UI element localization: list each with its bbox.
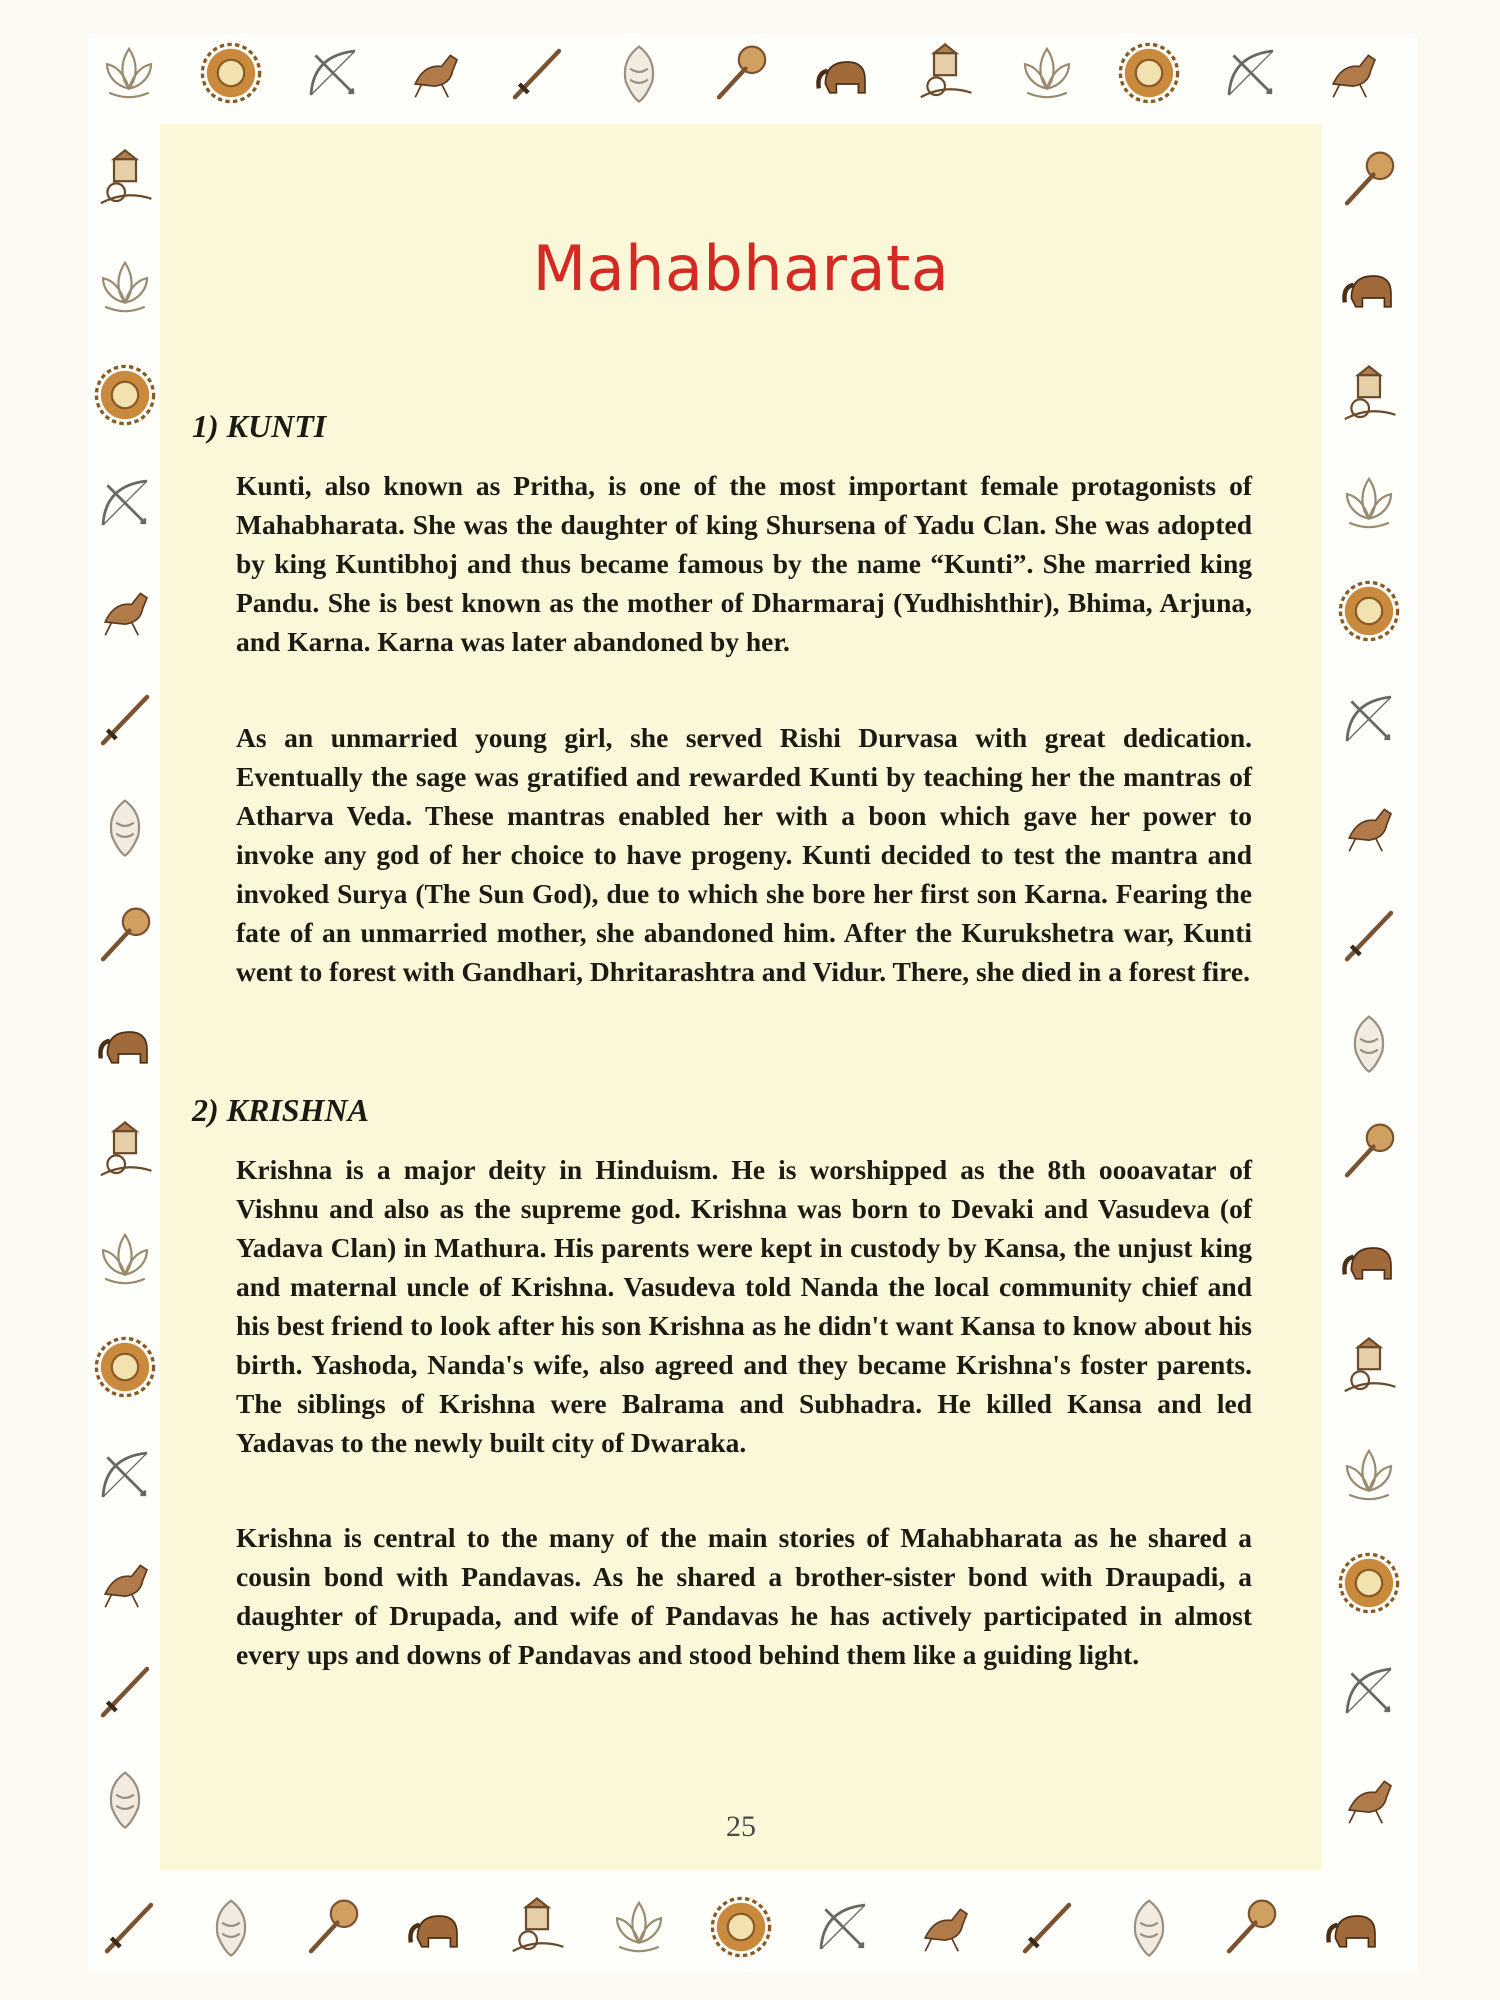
bow-arrow-icon — [92, 1442, 158, 1508]
mace-icon — [1218, 1894, 1284, 1960]
sun-icon — [92, 1334, 158, 1400]
page-number: 25 — [726, 1810, 756, 1843]
sun-icon — [198, 40, 264, 106]
horse-icon — [1320, 40, 1386, 106]
chariot-icon — [92, 146, 158, 212]
sword-icon — [92, 686, 158, 752]
horse-icon — [1336, 794, 1402, 860]
conch-icon — [92, 1766, 158, 1832]
section-heading-krishna: 2) KRISHNA — [192, 1092, 369, 1128]
chariot-icon — [504, 1894, 570, 1960]
sword-icon — [96, 1894, 162, 1960]
horse-icon — [402, 40, 468, 106]
elephant-icon — [1320, 1894, 1386, 1960]
kunti-paragraph-2: As an unmarried young girl, she served Rishi Durvasa with great dedication. Eventually the sage was gratified and rewarded Kunti by teaching her the mantras of Atharva Veda. These mantras enabled her with a boon which gave her power to invoke any god of her choice to have progeny. Kunti decided to test the mantra and invoked Surya (The Sun God), due to which she bore her first son Karna. Fearing the fate of an unmarried mother, she abandoned him. After the Kurukshetra war, Kunti went to forest with Gandhari, Dhritarashtra and Vidur. There, she died in a forest fire. — [236, 722, 1252, 987]
lotus-icon — [1336, 1442, 1402, 1508]
lotus-icon — [1014, 40, 1080, 106]
elephant-icon — [1336, 254, 1402, 320]
sword-icon — [1336, 902, 1402, 968]
sun-icon — [1336, 578, 1402, 644]
conch-icon — [1336, 1010, 1402, 1076]
mace-icon — [92, 902, 158, 968]
horse-icon — [92, 578, 158, 644]
sword-icon — [1014, 1894, 1080, 1960]
lotus-icon — [606, 1894, 672, 1960]
horse-icon — [92, 1550, 158, 1616]
conch-icon — [92, 794, 158, 860]
section-heading-kunti: 1) KUNTI — [192, 408, 327, 444]
sword-icon — [504, 40, 570, 106]
mace-icon — [300, 1894, 366, 1960]
krishna-paragraph-2: Krishna is central to the many of the main stories of Mahabharata as he shared a cousin bond with Pandavas. As he shared a brother-sister bond with Draupadi, a daughter of Drupada, and wife of Pandavas he has actively participated in almost every ups and downs of Pandavas and stood behind them like a guiding light. — [236, 1522, 1252, 1670]
sun-icon — [1116, 40, 1182, 106]
mace-icon — [1336, 146, 1402, 212]
horse-icon — [912, 1894, 978, 1960]
lotus-icon — [96, 40, 162, 106]
bow-arrow-icon — [810, 1894, 876, 1960]
sword-icon — [92, 1658, 158, 1724]
bow-arrow-icon — [1218, 40, 1284, 106]
bow-arrow-icon — [1336, 686, 1402, 752]
mace-icon — [708, 40, 774, 106]
conch-icon — [198, 1894, 264, 1960]
bow-arrow-icon — [1336, 1658, 1402, 1724]
chariot-icon — [912, 40, 978, 106]
chariot-icon — [92, 1118, 158, 1184]
mace-icon — [1336, 1118, 1402, 1184]
sun-icon — [1336, 1550, 1402, 1616]
bow-arrow-icon — [300, 40, 366, 106]
page-title: Mahabharata — [532, 232, 950, 305]
lotus-icon — [1336, 470, 1402, 536]
chariot-icon — [1336, 362, 1402, 428]
conch-icon — [606, 40, 672, 106]
lotus-icon — [92, 1226, 158, 1292]
bow-arrow-icon — [92, 470, 158, 536]
horse-icon — [1336, 1766, 1402, 1832]
lotus-icon — [92, 254, 158, 320]
elephant-icon — [402, 1894, 468, 1960]
elephant-icon — [92, 1010, 158, 1076]
elephant-icon — [810, 40, 876, 106]
chariot-icon — [1336, 1334, 1402, 1400]
kunti-paragraph-1: Kunti, also known as Pritha, is one of the most important female protagonists of Mahabharata. She was the daughter of king Shursena of Yadu Clan. She was adopted by king Kuntibhoj and thus became famous by the name “Kunti”. She married king Pandu. She is best known as the mother of Dharmaraj (Yudhishthir), Bhima, Arjuna, and Karna. Karna was later abandoned by her. — [236, 470, 1252, 657]
krishna-paragraph-1: Krishna is a major deity in Hinduism. He is worshipped as the 8th oooavatar of Vishnu and also as the supreme god. Krishna was born to Devaki and Vasudeva (of Yadava Clan) in Mathura. His parents were kept in custody by Kansa, the unjust king and maternal uncle of Krishna. Vasudeva told Nanda the local community chief and his best friend to look after his son Krishna as he didn't want Kansa to know about his birth. Yashoda, Nanda's wife, also agreed and they became Krishna's foster parents. The siblings of Krishna were Balrama and Subhadra. He killed Kansa and led Yadavas to the newly built city of Dwaraka. — [236, 1154, 1252, 1458]
sun-icon — [708, 1894, 774, 1960]
sun-icon — [92, 362, 158, 428]
conch-icon — [1116, 1894, 1182, 1960]
elephant-icon — [1336, 1226, 1402, 1292]
